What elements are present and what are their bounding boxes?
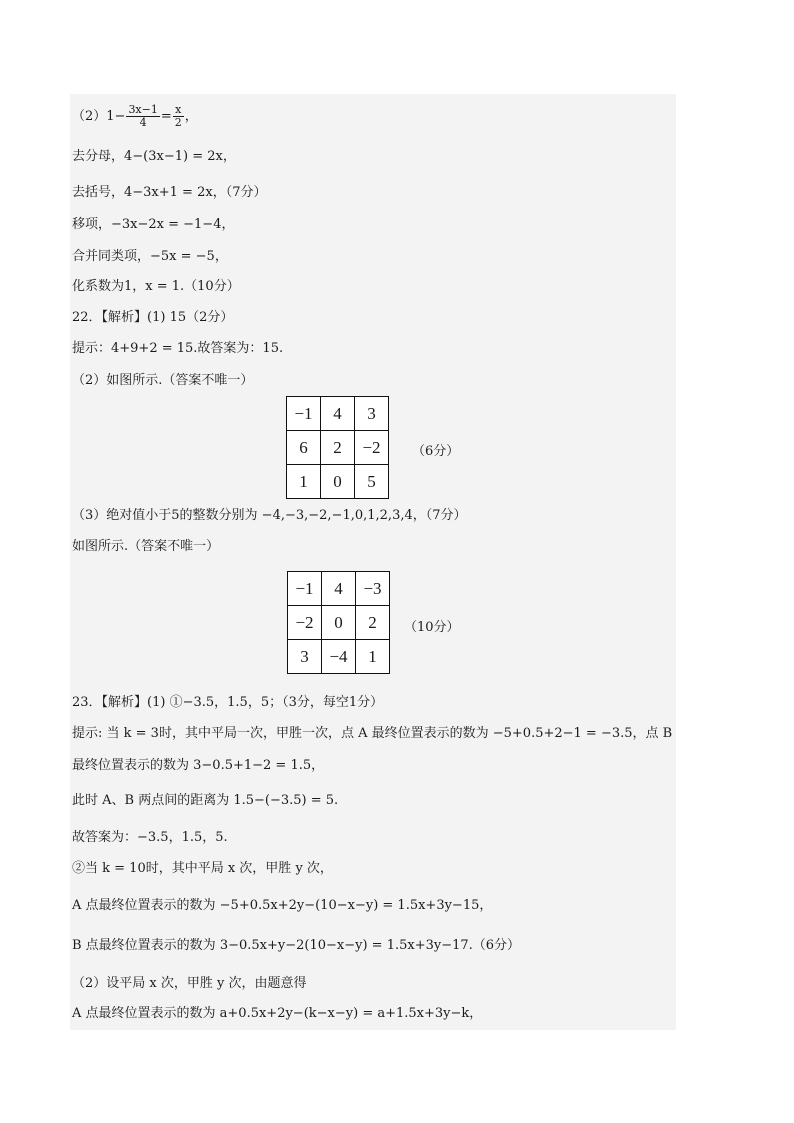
- grid-cell: −3: [356, 572, 390, 606]
- grid-cell: 1: [287, 465, 321, 499]
- grid-cell: 0: [322, 606, 356, 640]
- grid-cell: 6: [287, 431, 321, 465]
- grid-cell: 1: [356, 640, 390, 674]
- fraction-2-denominator: 2: [174, 116, 182, 129]
- fraction-2-numerator: x: [173, 104, 184, 117]
- fraction-1-numerator: 3x−1: [128, 103, 158, 116]
- step-combine: 合并同类项，−5x = −5，: [72, 249, 228, 264]
- step-remove-brackets: 去括号，4−3x+1 = 2x，（7分）: [72, 185, 267, 200]
- q22-part2: （2）如图所示.（答案不唯一）: [72, 373, 254, 388]
- grid-cell: 2: [356, 606, 390, 640]
- grid-cell: −1: [288, 572, 322, 606]
- q22-part3: （3）绝对值小于5的整数分别为 −4,−3,−2,−1,0,1,2,3,4，（7分）: [72, 508, 467, 523]
- q23-hint: 提示: 当 k = 3时，其中平局一次，甲胜一次，点 A 最终位置表示的数为 −5+0.5+2−1 = −3.5，点 B: [72, 726, 673, 741]
- fraction-1: [126, 104, 159, 129]
- table-row: [288, 640, 390, 674]
- grid-cell: −2: [288, 606, 322, 640]
- grid1-score: （6分）: [412, 444, 460, 459]
- grid-cell: 4: [321, 397, 355, 431]
- table-row: [287, 465, 389, 499]
- fraction-1-denominator: 4: [139, 116, 147, 129]
- grid-cell: 2: [321, 431, 355, 465]
- table-row: [288, 606, 390, 640]
- equals-sign: =: [160, 109, 172, 124]
- step-transpose: 移项，−3x−2x = −1−4，: [72, 217, 235, 232]
- q23-b-position: 最终位置表示的数为 3−0.5+1−2 = 1.5，: [72, 758, 325, 773]
- table-row: [287, 431, 389, 465]
- grid2-score: （10分）: [404, 620, 460, 635]
- q22-heading: 22．【解析】(1) 15（2分）: [72, 310, 234, 325]
- grid-cell: 5: [355, 465, 389, 499]
- q23-part2-a-expression: A 点最终位置表示的数为 a+0.5x+2y−(k−x−y) = a+1.5x+3y−k，: [72, 1006, 483, 1021]
- q23-distance: 此时 A、B 两点间的距离为 1.5−(−3.5) = 5.: [72, 793, 339, 808]
- step-coefficient: 化系数为1，x = 1.（10分）: [72, 279, 240, 294]
- q23-case-k10: ②当 k = 10时，其中平局 x 次，甲胜 y 次，: [72, 861, 333, 876]
- grid-cell: 3: [355, 397, 389, 431]
- q23-heading: 23．【解析】(1) ①−3.5，1.5，5；（3分，每空1分）: [72, 695, 384, 710]
- magic-square-2: [287, 571, 390, 674]
- eq-prefix: （2）1−: [72, 109, 126, 124]
- eq-suffix: ，: [184, 109, 198, 124]
- eq-line-1: [72, 104, 198, 129]
- q22-part3-figure-note: 如图所示.（答案不唯一）: [72, 539, 220, 554]
- answer-panel: [70, 94, 676, 1030]
- grid-cell: 4: [322, 572, 356, 606]
- q23-b-expression: B 点最终位置表示的数为 3−0.5x+y−2(10−x−y) = 1.5x+3y−17.（6分）: [72, 938, 521, 953]
- q23-a-expression: A 点最终位置表示的数为 −5+0.5x+2y−(10−x−y) = 1.5x+3y−15，: [72, 898, 493, 913]
- step-remove-denominator: 去分母，4−(3x−1) = 2x，: [72, 149, 236, 164]
- fraction-2: [173, 104, 184, 129]
- q23-part2: （2）设平局 x 次，甲胜 y 次，由题意得: [72, 976, 307, 991]
- q23-answer: 故答案为：−3.5，1.5，5.: [72, 830, 228, 845]
- table-row: [287, 397, 389, 431]
- grid-cell: −2: [355, 431, 389, 465]
- grid-cell: 0: [321, 465, 355, 499]
- q22-hint: 提示：4+9+2 = 15.故答案为：15.: [72, 341, 284, 356]
- grid-cell: −4: [322, 640, 356, 674]
- grid-cell: 3: [288, 640, 322, 674]
- table-row: [288, 572, 390, 606]
- magic-square-1: [286, 396, 389, 499]
- grid-cell: −1: [287, 397, 321, 431]
